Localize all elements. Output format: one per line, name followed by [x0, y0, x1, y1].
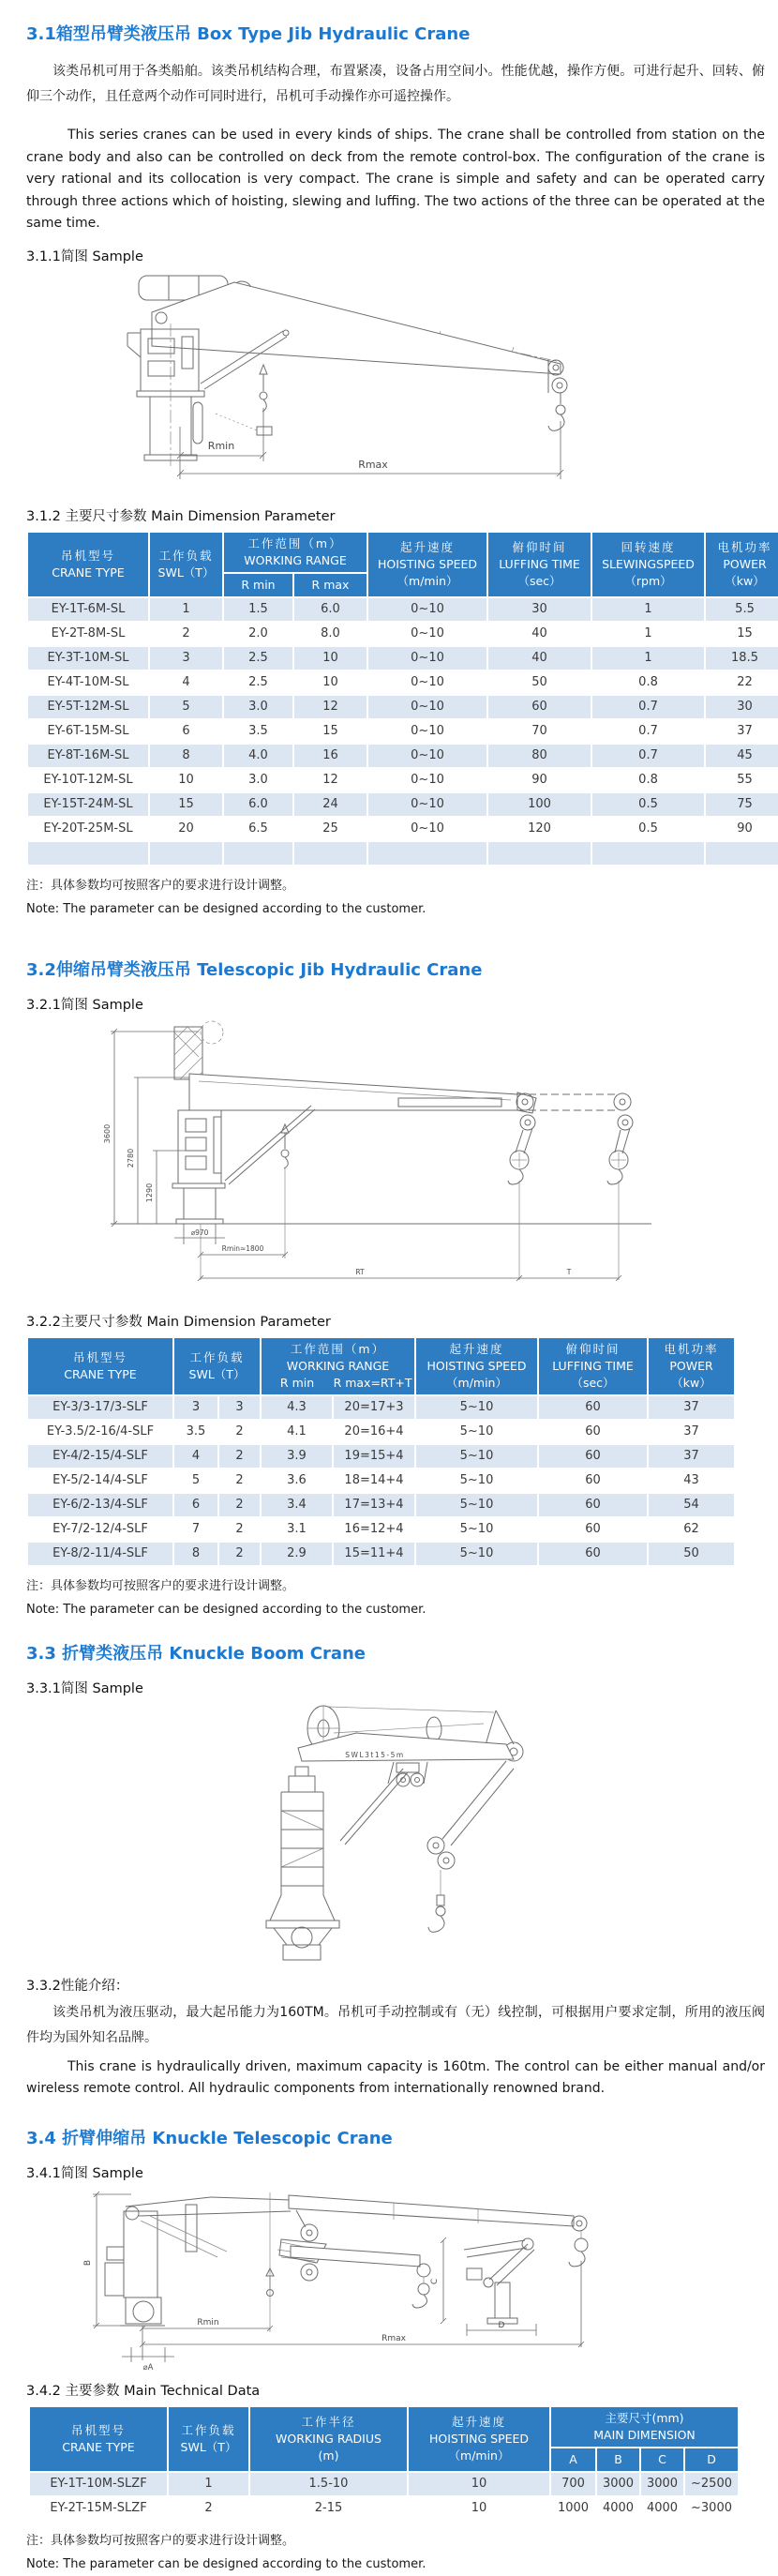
- header-swl: 工作负载 SWL（T）: [150, 533, 222, 596]
- table-cell: 60: [539, 1543, 647, 1565]
- section-3-1-paragraph-cn: 该类吊机可用于各类船舶。该类吊机结构合理，布置紧凑，设备占用空间小。性能优越，操作方便。可进行起升、回转、俯仰三个动作，且任意两个动作可同时进行，吊机可手动操作亦可遥控操作。: [26, 64, 765, 104]
- table-cell: 2.5: [224, 647, 292, 670]
- header-crane-type: 吊机型号 CRANE TYPE: [30, 2407, 167, 2471]
- table-cell: 60: [539, 1469, 647, 1492]
- heading-3-3-2-performance: 3.3.2性能介绍：: [26, 1978, 129, 1994]
- knuckle-boom-crane-diagram: [0, 1703, 778, 1970]
- heading-3-2-1-sample: 3.2.1简图 Sample: [26, 997, 143, 1013]
- dimension-label-d: D: [498, 2320, 505, 2330]
- dimension-label-2780: 2780: [127, 1148, 135, 1167]
- note-block: [26, 1574, 767, 1621]
- note-block: [26, 2529, 767, 2576]
- table-cell: 0~10: [368, 598, 486, 621]
- table-cell: 0.7: [592, 720, 704, 743]
- table-cell: 3.5: [224, 720, 292, 743]
- table-cell: 15: [150, 793, 222, 816]
- table-cell: 0.7: [592, 696, 704, 718]
- table-cell: 0~10: [368, 696, 486, 718]
- table-cell: 1: [592, 598, 704, 621]
- table-cell: EY-2T-15M-SLZF: [30, 2497, 167, 2520]
- note-block: [26, 874, 767, 921]
- table-cell: 1000: [551, 2497, 595, 2520]
- section-3-3-paragraph-en: This crane is hydraulically driven, maximum capacity is 160tm. The control can be either manual and/or wireless remote control. All hydraulic components from internationally renowned brand.: [26, 2058, 765, 2096]
- header-hoisting-speed: 起升速度 HOISTING SPEED （m/min）: [368, 533, 486, 596]
- table-cell: 5~10: [416, 1421, 537, 1443]
- table-cell: EY-4/2-15/4-SLF: [28, 1445, 172, 1468]
- table-cell: EY-3/3-17/3-SLF: [28, 1396, 172, 1419]
- table-cell: 4: [150, 671, 222, 694]
- table-cell: 62: [649, 1518, 734, 1541]
- table-cell: 10: [294, 671, 367, 694]
- dimension-label-b: B: [83, 2259, 93, 2266]
- header-dim-c: C: [641, 2448, 683, 2471]
- table-cell: 20: [150, 818, 222, 840]
- box-jib-parameter-table: [26, 531, 778, 866]
- table-cell: 60: [539, 1396, 647, 1419]
- knuckle-telescopic-crane-diagram: [0, 2188, 778, 2375]
- section-title-3-3: 3.3 折臂类液压吊 Knuckle Boom Crane: [26, 1643, 367, 1664]
- table-cell: 12: [294, 769, 367, 791]
- table-cell: 5~10: [416, 1469, 537, 1492]
- table-cell: 1: [169, 2473, 248, 2495]
- table-cell: 6.0: [294, 598, 367, 621]
- header-power: 电机功率 POWER （kw）: [649, 1338, 734, 1394]
- table-cell: EY-8/2-11/4-SLF: [28, 1543, 172, 1565]
- table-cell: 10: [150, 769, 222, 791]
- table-header: [30, 2407, 738, 2471]
- table-cell: 8: [174, 1543, 217, 1565]
- table-cell: 60: [539, 1518, 647, 1541]
- table-row: [30, 2473, 738, 2495]
- table-cell: 3.4: [262, 1494, 332, 1516]
- section-3-1-paragraph-en: This series cranes can be used in every kinds of ships. The crane shall be controlled from station on the crane body and also can be controlled on deck from the remote control-box. The configuration of the crane is very rational and its collocation is very compact. The crane is simple and safety and can be operated carry through three actions which of hoisting, slewing and luffing. The two actions of the three can be operated at the same time.: [26, 128, 765, 231]
- section-title-3-2: 3.2伸缩吊臂类液压吊 Telescopic Jib Hydraulic Crane: [26, 959, 483, 980]
- table-cell: 7: [174, 1518, 217, 1541]
- table-cell: 0.7: [592, 745, 704, 767]
- table-cell: 2.9: [262, 1543, 332, 1565]
- dimension-label-t: T: [566, 1267, 572, 1276]
- dimension-label-rt: RT: [355, 1267, 365, 1276]
- table-cell: 3.6: [262, 1469, 332, 1492]
- table-cell: EY-2T-8M-SL: [28, 623, 148, 645]
- header-rmax: R max: [294, 574, 367, 596]
- header-dim-a: A: [551, 2448, 595, 2471]
- header-swl: 工作负载 SWL（T）: [174, 1338, 260, 1394]
- table-cell: 37: [706, 720, 778, 743]
- table-row: [28, 720, 778, 743]
- table-cell: 10: [294, 647, 367, 670]
- table-cell: 40: [488, 623, 591, 645]
- table-cell: 6: [150, 720, 222, 743]
- table-cell: 2: [169, 2497, 248, 2520]
- header-rmin: R min: [224, 574, 292, 596]
- dimension-label-rmin: Rmin: [207, 439, 235, 452]
- table-cell: 2: [219, 1543, 260, 1565]
- table-cell: 120: [488, 818, 591, 840]
- table-cell: 3: [174, 1396, 217, 1419]
- dimension-label-rmax: Rmax: [358, 458, 388, 471]
- table-cell: 100: [488, 793, 591, 816]
- boom-swl-label: SWL3t15-5m: [345, 1750, 405, 1759]
- table-cell: 3.5: [174, 1421, 217, 1443]
- table-cell: 5~10: [416, 1445, 537, 1468]
- dimension-label-rmax: Rmax: [382, 2333, 406, 2343]
- heading-3-2-2-parameters: 3.2.2主要尺寸参数 Main Dimension Parameter: [26, 1314, 331, 1330]
- knuckle-telescopic-parameter-table: [28, 2405, 740, 2522]
- table-row: [28, 769, 778, 791]
- table-cell: 15=11+4: [334, 1543, 414, 1565]
- table-cell: 10: [409, 2497, 549, 2520]
- header-crane-type: 吊机型号 CRANE TYPE: [28, 1338, 172, 1394]
- table-cell: [706, 842, 778, 865]
- heading-3-4-2-parameters: 3.4.2 主要参数 Main Technical Data: [26, 2383, 261, 2399]
- table-cell: 50: [649, 1543, 734, 1565]
- table-row: [28, 1518, 734, 1541]
- heading-3-3-1-sample: 3.3.1简图 Sample: [26, 1680, 143, 1696]
- table-cell: 3: [150, 647, 222, 670]
- table-cell: 20=17+3: [334, 1396, 414, 1419]
- header-working-radius: 工作半径 WORKING RADIUS (m): [250, 2407, 407, 2471]
- table-cell: 5~10: [416, 1543, 537, 1565]
- table-cell: 16: [294, 745, 367, 767]
- table-row: [28, 1494, 734, 1516]
- table-cell: EY-10T-12M-SL: [28, 769, 148, 791]
- table-cell: 15: [294, 720, 367, 743]
- table-cell: 2: [219, 1469, 260, 1492]
- table-cell: 2.5: [224, 671, 292, 694]
- header-power: 电机功率 POWER （kw）: [706, 533, 778, 596]
- table-cell: 1: [592, 623, 704, 645]
- dimension-label-rmin: Rmin: [197, 2317, 219, 2327]
- table-cell: 4.3: [262, 1396, 332, 1419]
- section-title-3-1: 3.1箱型吊臂类液压吊 Box Type Jib Hydraulic Crane: [26, 24, 471, 44]
- box-jib-crane-diagram: [0, 271, 778, 491]
- table-cell: 60: [539, 1494, 647, 1516]
- table-cell: 3.0: [224, 769, 292, 791]
- dimension-label-1290: 1290: [145, 1183, 154, 1202]
- table-header: [28, 1338, 734, 1394]
- table-cell: 3.0: [224, 696, 292, 718]
- table-cell: 1.5: [224, 598, 292, 621]
- table-cell: [488, 842, 591, 865]
- table-row: [28, 1421, 734, 1443]
- header-swl: 工作负载 SWL（T）: [169, 2407, 248, 2471]
- header-dim-d: D: [685, 2448, 738, 2471]
- table-cell: EY-5T-12M-SL: [28, 696, 148, 718]
- table-cell: 90: [706, 818, 778, 840]
- dimension-label-dia-a: ⌀A: [142, 2362, 154, 2373]
- table-row: [28, 671, 778, 694]
- header-hoisting-speed: 起升速度 HOISTING SPEED （m/min）: [416, 1338, 537, 1394]
- dimension-label-dia970: ⌀970: [190, 1228, 209, 1237]
- table-cell: [368, 842, 486, 865]
- table-cell: 3.1: [262, 1518, 332, 1541]
- table-cell: 5: [150, 696, 222, 718]
- table-cell: 0~10: [368, 647, 486, 670]
- table-cell: 0.8: [592, 769, 704, 791]
- table-cell: 6.0: [224, 793, 292, 816]
- table-row: [28, 1445, 734, 1468]
- note-cn: 注：具体参数均可按照客户的要求进行设计调整。: [26, 2533, 295, 2548]
- header-crane-type: 吊机型号 CRANE TYPE: [28, 533, 148, 596]
- table-cell: 60: [539, 1421, 647, 1443]
- table-cell: 5: [174, 1469, 217, 1492]
- table-cell: EY-15T-24M-SL: [28, 793, 148, 816]
- table-cell: EY-7/2-12/4-SLF: [28, 1518, 172, 1541]
- table-cell: 0~10: [368, 769, 486, 791]
- table-cell: 5~10: [416, 1518, 537, 1541]
- table-row: [30, 2497, 738, 2520]
- table-cell: EY-4T-10M-SL: [28, 671, 148, 694]
- table-cell: 50: [488, 671, 591, 694]
- table-cell: 37: [649, 1396, 734, 1419]
- table-cell: 4.1: [262, 1421, 332, 1443]
- table-cell: 40: [488, 647, 591, 670]
- table-cell: 2.0: [224, 623, 292, 645]
- heading-3-1-1-sample: 3.1.1简图 Sample: [26, 249, 143, 264]
- table-cell: 0~10: [368, 818, 486, 840]
- table-cell: 43: [649, 1469, 734, 1492]
- table-cell: 24: [294, 793, 367, 816]
- table-cell: 55: [706, 769, 778, 791]
- table-cell: 8: [150, 745, 222, 767]
- table-cell: 700: [551, 2473, 595, 2495]
- table-body: [28, 1396, 734, 1565]
- table-cell: 1: [150, 598, 222, 621]
- table-row: [28, 745, 778, 767]
- table-cell: 75: [706, 793, 778, 816]
- table-cell: 0.5: [592, 793, 704, 816]
- table-cell: 2: [219, 1518, 260, 1541]
- header-luffing-time: 俯仰时间 LUFFING TIME （sec）: [488, 533, 591, 596]
- heading-3-4-1-sample: 3.4.1简图 Sample: [26, 2165, 143, 2181]
- table-cell: 3000: [641, 2473, 683, 2495]
- table-cell: 60: [488, 696, 591, 718]
- table-row: [28, 818, 778, 840]
- note-cn: 注：具体参数均可按照客户的要求进行设计调整。: [26, 878, 295, 893]
- table-cell: EY-6/2-13/4-SLF: [28, 1494, 172, 1516]
- table-cell: 16=12+4: [334, 1518, 414, 1541]
- table-cell: 60: [539, 1445, 647, 1468]
- table-cell: [224, 842, 292, 865]
- header-slewing-speed: 回转速度 SLEWINGSPEED （rpm）: [592, 533, 704, 596]
- table-cell: 1.5-10: [250, 2473, 407, 2495]
- table-cell: EY-6T-15M-SL: [28, 720, 148, 743]
- table-cell: 2: [219, 1421, 260, 1443]
- table-cell: 0~10: [368, 623, 486, 645]
- table-cell: 70: [488, 720, 591, 743]
- telescopic-jib-crane-diagram: [0, 1019, 778, 1301]
- table-cell: 0~10: [368, 720, 486, 743]
- table-cell: 5.5: [706, 598, 778, 621]
- table-cell: 4000: [641, 2497, 683, 2520]
- table-cell: 0~10: [368, 745, 486, 767]
- table-cell: 10: [409, 2473, 549, 2495]
- table-cell: 12: [294, 696, 367, 718]
- table-cell: 30: [706, 696, 778, 718]
- table-cell: 18.5: [706, 647, 778, 670]
- dimension-label-c: C: [430, 2278, 440, 2284]
- table-cell: 37: [649, 1421, 734, 1443]
- table-cell: 3.9: [262, 1445, 332, 1468]
- table-cell: 6.5: [224, 818, 292, 840]
- table-cell: 4000: [597, 2497, 639, 2520]
- header-working-range: 工作范围（m） WORKING RANGE: [224, 533, 367, 572]
- table-cell: 0.5: [592, 818, 704, 840]
- table-cell: 17=13+4: [334, 1494, 414, 1516]
- table-cell: 22: [706, 671, 778, 694]
- table-cell: EY-3.5/2-16/4-SLF: [28, 1421, 172, 1443]
- header-rmin: R min: [279, 1375, 315, 1390]
- table-cell: 3000: [597, 2473, 639, 2495]
- header-working-range: 工作范围（m） WORKING RANGE R min R max=RT+T: [262, 1338, 414, 1394]
- table-cell: [28, 842, 148, 865]
- table-cell: 1: [592, 647, 704, 670]
- table-cell: 0~10: [368, 671, 486, 694]
- header-dim-b: B: [597, 2448, 639, 2471]
- table-cell: ~2500: [685, 2473, 738, 2495]
- table-cell: 30: [488, 598, 591, 621]
- table-cell: 4.0: [224, 745, 292, 767]
- header-main-dimension: 主要尺寸(mm) MAIN DIMENSION: [551, 2407, 738, 2447]
- table-row: [28, 1396, 734, 1419]
- table-cell: 0.8: [592, 671, 704, 694]
- table-cell: 18=14+4: [334, 1469, 414, 1492]
- note-en: Note: The parameter can be designed according to the customer.: [26, 1602, 426, 1617]
- table-cell: EY-20T-25M-SL: [28, 818, 148, 840]
- note-cn: 注：具体参数均可按照客户的要求进行设计调整。: [26, 1578, 295, 1593]
- header-rmax: R max=RT+T: [333, 1375, 412, 1390]
- header-luffing-time: 俯仰时间 LUFFING TIME （sec）: [539, 1338, 647, 1394]
- table-header: [28, 533, 778, 596]
- table-cell: 2: [219, 1445, 260, 1468]
- table-cell: 8.0: [294, 623, 367, 645]
- table-cell: 15: [706, 623, 778, 645]
- table-cell: 5~10: [416, 1494, 537, 1516]
- table-cell: EY-3T-10M-SL: [28, 647, 148, 670]
- table-row: [28, 842, 778, 865]
- header-hoisting-speed: 起升速度 HOISTING SPEED （m/min）: [409, 2407, 549, 2471]
- table-cell: 19=15+4: [334, 1445, 414, 1468]
- table-row: [28, 696, 778, 718]
- table-cell: 54: [649, 1494, 734, 1516]
- table-cell: 2-15: [250, 2497, 407, 2520]
- table-row: [28, 1469, 734, 1492]
- table-cell: 90: [488, 769, 591, 791]
- note-en: Note: The parameter can be designed according to the customer.: [26, 2556, 426, 2571]
- table-cell: 4: [174, 1445, 217, 1468]
- table-row: [28, 598, 778, 621]
- heading-3-1-2-parameters: 3.1.2 主要尺寸参数 Main Dimension Parameter: [26, 508, 336, 524]
- table-cell: 0~10: [368, 793, 486, 816]
- table-cell: 6: [174, 1494, 217, 1516]
- table-body: [28, 598, 778, 865]
- table-cell: 5~10: [416, 1396, 537, 1419]
- table-row: [28, 647, 778, 670]
- table-row: [28, 793, 778, 816]
- table-cell: EY-1T-10M-SLZF: [30, 2473, 167, 2495]
- table-cell: 37: [649, 1445, 734, 1468]
- table-row: [28, 1543, 734, 1565]
- table-cell: [150, 842, 222, 865]
- table-cell: 45: [706, 745, 778, 767]
- table-cell: 25: [294, 818, 367, 840]
- telescopic-jib-parameter-table: [26, 1336, 736, 1567]
- table-cell: EY-5/2-14/4-SLF: [28, 1469, 172, 1492]
- table-cell: 80: [488, 745, 591, 767]
- table-cell: 2: [219, 1494, 260, 1516]
- table-cell: 3: [219, 1396, 260, 1419]
- table-cell: [592, 842, 704, 865]
- table-cell: [294, 842, 367, 865]
- section-3-3-paragraph-cn: 该类吊机为液压驱动，最大起吊能力为160TM。吊机可手动控制或有（无）线控制，可根据用户要求定制，所用的液压阀件均为国外知名品牌。: [26, 2004, 765, 2045]
- table-cell: EY-1T-6M-SL: [28, 598, 148, 621]
- table-cell: ~3000: [685, 2497, 738, 2520]
- dimension-label-3600: 3600: [103, 1123, 112, 1143]
- note-en: Note: The parameter can be designed according to the customer.: [26, 901, 426, 916]
- table-row: [28, 623, 778, 645]
- table-cell: 2: [150, 623, 222, 645]
- table-body: [30, 2473, 738, 2520]
- section-title-3-4: 3.4 折臂伸缩吊 Knuckle Telescopic Crane: [26, 2128, 393, 2148]
- table-cell: EY-8T-16M-SL: [28, 745, 148, 767]
- table-cell: 20=16+4: [334, 1421, 414, 1443]
- dimension-label-rmin-1800: Rmin≈1800: [221, 1243, 264, 1253]
